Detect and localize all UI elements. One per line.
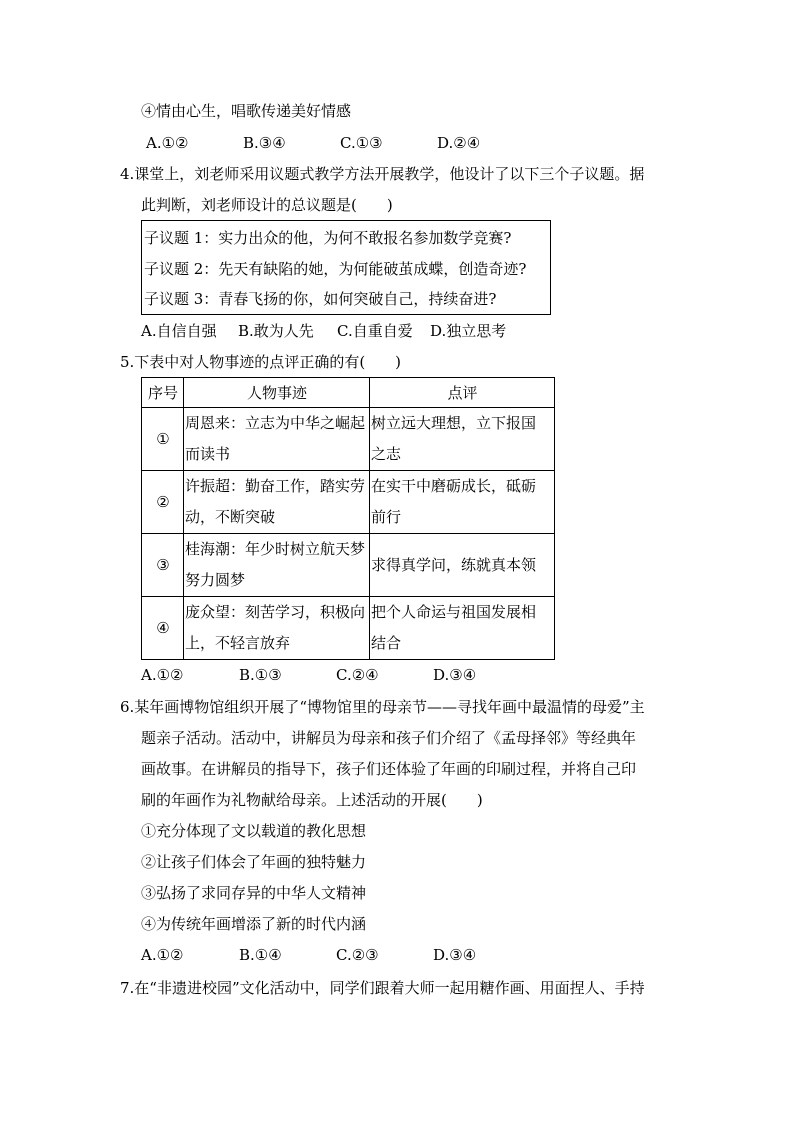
table-row — [142, 534, 555, 597]
table-cell-comment — [370, 534, 555, 597]
q6-stem-line-3: 画故事。在讲解员的指导下，孩子们还体验了年画的印刷过程，并将自己印 — [141, 760, 637, 778]
q6-option-a: A.①② — [141, 946, 184, 964]
q4-stem-line-2: 此判断，刘老师设计的总议题是( ) — [141, 196, 393, 214]
table-header-row — [142, 378, 555, 408]
deed-line: 努力圆梦 — [185, 571, 246, 589]
table-header-comment: 点评 — [370, 378, 555, 408]
q5-options — [141, 665, 541, 685]
comment-line: 在实干中磨砺成长，砥砺 — [371, 477, 537, 495]
q6-stem-line-4: 刷的年画作为礼物献给母亲。上述活动的开展( ) — [141, 791, 483, 809]
deed-line: 庞众望：刻苦学习，积极向 — [185, 603, 366, 621]
table-cell-deed — [184, 408, 370, 471]
q3-option-a: A.①② — [146, 134, 189, 152]
table-cell-number: ③ — [142, 534, 184, 597]
table-cell-number: ① — [142, 408, 184, 471]
q6-item-1: ①充分体现了文以载道的教化思想 — [141, 822, 367, 840]
q6-option-d: D.③④ — [433, 946, 477, 964]
comment-line: 前行 — [371, 508, 402, 526]
q4-options — [141, 321, 561, 341]
table-cell-deed — [184, 534, 370, 597]
deed-line: 上，不轻言放弃 — [185, 634, 291, 652]
q6-item-2: ②让孩子们体会了年画的独特魅力 — [141, 853, 367, 871]
table-cell-deed — [184, 597, 370, 660]
q5-option-c: C.②④ — [336, 666, 379, 684]
q5-option-d: D.③④ — [433, 666, 477, 684]
q4-sub-topics-box — [141, 220, 551, 315]
comment-line: 结合 — [371, 634, 402, 652]
table-cell-number: ④ — [142, 597, 184, 660]
q6-stem-line-1: 6.某年画博物馆组织开展了“博物馆里的母亲节——寻找年画中最温情的母爱”主 — [120, 698, 645, 716]
table-cell-comment — [370, 408, 555, 471]
q3-options — [146, 133, 546, 153]
table-row — [142, 471, 555, 534]
q4-sub-topic-3: 子议题 3：青春飞扬的你，如何突破自己，持续奋进? — [144, 290, 497, 308]
deed-line: 周恩来：立志为中华之崛起 — [185, 414, 366, 432]
q4-sub-topic-2: 子议题 2：先天有缺陷的她，为何能破茧成蝶，创造奇迹? — [144, 260, 527, 278]
table-cell-comment — [370, 471, 555, 534]
deed-line: 桂海潮：年少时树立航天梦 — [185, 540, 366, 558]
q4-option-b: B.敢为人先 — [238, 322, 314, 340]
q4-option-a: A.自信自强 — [141, 322, 217, 340]
table-cell-deed — [184, 471, 370, 534]
q6-options — [141, 945, 541, 965]
q5-option-a: A.①② — [141, 666, 184, 684]
q5-stem: 5.下表中对人物事迹的点评正确的有( ) — [120, 353, 402, 371]
comment-line: 之志 — [371, 445, 402, 463]
q4-option-c: C.自重自爱 — [337, 322, 413, 340]
table-row — [142, 597, 555, 660]
comment-line: 树立远大理想，立下报国 — [371, 414, 537, 432]
q7-stem-line-1: 7.在“非遗进校园”文化活动中，同学们跟着大师一起用糖作画、用面捏人、手持 — [120, 979, 645, 997]
table-header-deed: 人物事迹 — [184, 378, 370, 408]
table-cell-number: ② — [142, 471, 184, 534]
q6-item-4: ④为传统年画增添了新的时代内涵 — [141, 915, 367, 933]
deed-line: 许振超：勤奋工作，踏实劳 — [185, 477, 366, 495]
q6-option-b: B.①④ — [239, 946, 282, 964]
q6-item-3: ③弘扬了求同存异的中华人文精神 — [141, 884, 367, 902]
comment-line: 把个人命运与祖国发展相 — [371, 603, 537, 621]
comment-line: 求得真学问，练就真本领 — [371, 555, 537, 574]
table-row — [142, 408, 555, 471]
deed-line: 动，不断突破 — [185, 508, 276, 526]
q3-option-b: B.③④ — [243, 134, 286, 152]
table-header-number: 序号 — [142, 378, 184, 408]
table-cell-comment — [370, 597, 555, 660]
q4-sub-topic-1: 子议题 1：实力出众的他，为何不敢报名参加数学竞赛? — [144, 229, 512, 247]
q3-option-c: C.①③ — [340, 134, 383, 152]
q6-option-c: C.②③ — [336, 946, 379, 964]
q4-option-d: D.独立思考 — [430, 322, 507, 340]
q5-option-b: B.①③ — [239, 666, 282, 684]
deed-line: 而读书 — [185, 445, 231, 463]
q6-stem-line-2: 题亲子活动。活动中，讲解员为母亲和孩子们介绍了《孟母择邻》等经典年 — [141, 729, 637, 747]
q3-item-4: ④情由心生，唱歌传递美好情感 — [141, 102, 352, 120]
q3-option-d: D.②④ — [437, 134, 481, 152]
q4-stem-line-1: 4.课堂上，刘老师采用议题式教学方法开展教学，他设计了以下三个子议题。据 — [120, 165, 645, 183]
q5-table — [141, 377, 555, 660]
